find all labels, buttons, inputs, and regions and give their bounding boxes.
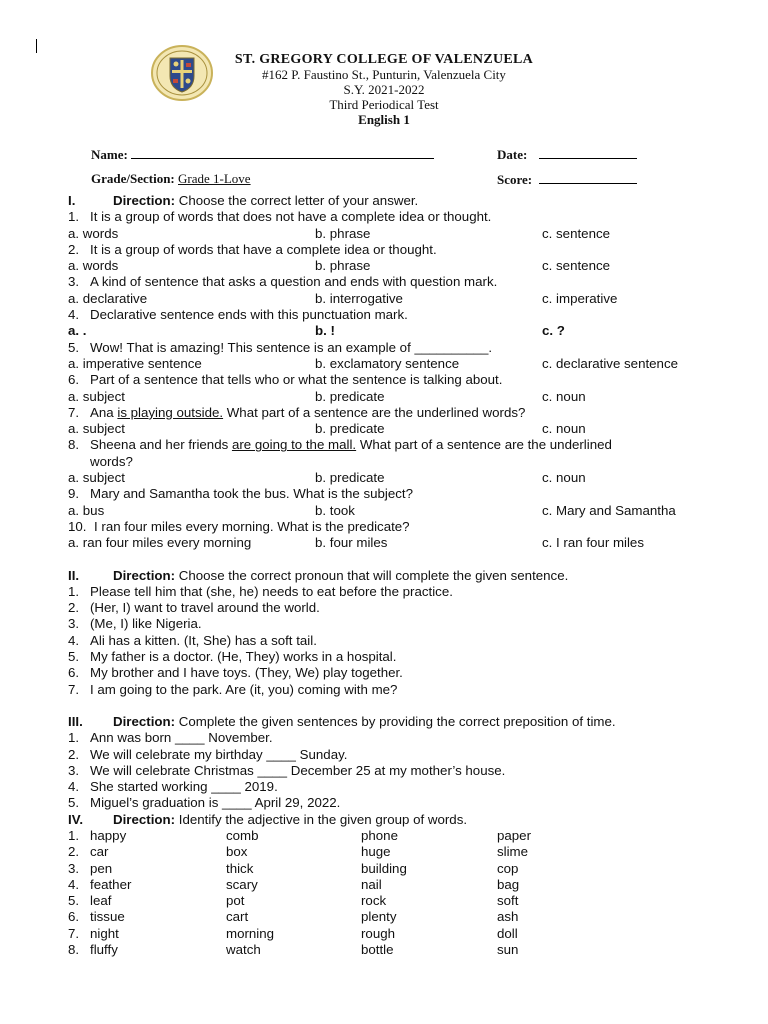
date-field: Date: <box>497 146 637 163</box>
part2-direction: II. Direction: Choose the correct pronoun that will complete the given sentence. <box>68 567 569 583</box>
school-name: ST. GREGORY COLLEGE OF VALENZUELA <box>234 52 534 67</box>
question-2: 2. It is a group of words that have a complete idea or thought. <box>68 241 437 257</box>
question-8: 8. Sheena and her friends are going to the mall. What part of a sentence are the underlined <box>68 437 612 453</box>
preposition-item: 2. We will celebrate my birthday ____ Sunday. <box>68 746 348 762</box>
preposition-item: 1. Ann was born ____ November. <box>68 730 273 746</box>
preposition-item: 4. She started working ____ 2019. <box>68 779 278 795</box>
pronoun-item: 1. Please tell him that (she, he) needs to eat before the practice. <box>68 583 453 599</box>
pronoun-item: 4. Ali has a kitten. (It, She) has a soft tail. <box>68 632 317 648</box>
school-address: #162 P. Faustino St., Punturin, Valenzuela City <box>262 67 506 82</box>
school-year: S.Y. 2021-2022 <box>343 82 425 97</box>
adjective-row: 6. tissue cart plenty ash <box>68 909 519 925</box>
score-blank <box>539 171 637 184</box>
question-9: 9. Mary and Samantha took the bus. What is the subject? <box>68 486 413 502</box>
text-cursor <box>36 39 37 53</box>
choices-8: a. subject b. predicate c. noun <box>68 470 586 486</box>
question-3: 3. A kind of sentence that asks a question and ends with question mark. <box>68 274 498 290</box>
preposition-item: 3. We will celebrate Christmas ____ December 25 at my mother’s house. <box>68 762 506 778</box>
underlined-words: is playing outside. <box>117 404 224 420</box>
document-header <box>0 52 768 127</box>
choices-1: a. words b. phrase c. sentence <box>68 225 611 241</box>
test-content <box>68 193 708 958</box>
part1-direction: I. Direction: Choose the correct letter of your answer. <box>68 193 419 208</box>
question-7: 7. Ana is playing outside. What part of a sentence are the underlined words? <box>68 404 526 420</box>
pronoun-item: 2. (Her, I) want to travel around the world. <box>68 600 320 616</box>
question-8-continued: words? <box>90 453 133 469</box>
choices-9: a. bus b. took c. Mary and Samantha <box>68 502 676 518</box>
pronoun-item: 5. My father is a doctor. (He, They) works in a hospital. <box>68 649 397 665</box>
score-field: Score: <box>497 171 637 188</box>
exam-title: Third Periodical Test <box>329 97 439 112</box>
grade-section-value: Grade 1-Love <box>178 171 251 186</box>
subject-title: English 1 <box>358 112 410 127</box>
underlined-words: are going to the mall. <box>231 437 357 453</box>
question-10: 10. I ran four miles every morning. What is the predicate? <box>68 518 410 534</box>
name-blank <box>131 146 434 159</box>
question-5: 5. Wow! That is amazing! This sentence is an example of __________. <box>68 339 493 355</box>
choices-5: a. imperative sentence b. exclamatory sentence c. declarative sentence <box>68 355 679 371</box>
adjective-row: 3. pen thick building cop <box>68 860 519 876</box>
choices-10: a. ran four miles every morning b. four miles c. I ran four miles <box>68 535 644 551</box>
question-1: 1. It is a group of words that does not have a complete idea or thought. <box>68 209 492 225</box>
part3-direction: III. Direction: Complete the given sentences by providing the correct preposition of time. <box>68 713 616 729</box>
adjective-row: 2. car box huge slime <box>68 844 529 860</box>
question-6: 6. Part of a sentence that tells who or what the sentence is talking about. <box>68 372 503 388</box>
pronoun-item: 3. (Me, I) like Nigeria. <box>68 616 202 632</box>
grade-section-field: Grade/Section: Grade 1-Love <box>91 171 251 186</box>
preposition-item: 5. Miguel’s graduation is ____ April 29, 2022. <box>68 795 341 811</box>
adjective-row: 1. happy comb phone paper <box>68 827 532 843</box>
adjective-row: 5. leaf pot rock soft <box>68 893 519 909</box>
adjective-row: 7. night morning rough doll <box>68 925 518 941</box>
pronoun-item: 6. My brother and I have toys. (They, We) play together. <box>68 665 403 681</box>
date-blank <box>539 146 637 159</box>
choices-6: a. subject b. predicate c. noun <box>68 388 586 404</box>
part4-direction: IV. Direction: Identify the adjective in the given group of words. <box>68 811 468 827</box>
choices-2: a. words b. phrase c. sentence <box>68 258 611 274</box>
pronoun-item: 7. I am going to the park. Are (it, you) coming with me? <box>68 681 398 697</box>
adjective-row: 8. fluffy watch bottle sun <box>68 942 519 958</box>
name-field: Name: <box>91 146 434 163</box>
question-4: 4. Declarative sentence ends with this punctuation mark. <box>68 307 408 323</box>
choices-7: a. subject b. predicate c. noun <box>68 421 586 437</box>
adjective-row: 4. feather scary nail bag <box>68 876 520 892</box>
choices-4: a. . b. ! c. ? <box>68 323 565 339</box>
choices-3: a. declarative b. interrogative c. imperative <box>68 290 618 306</box>
